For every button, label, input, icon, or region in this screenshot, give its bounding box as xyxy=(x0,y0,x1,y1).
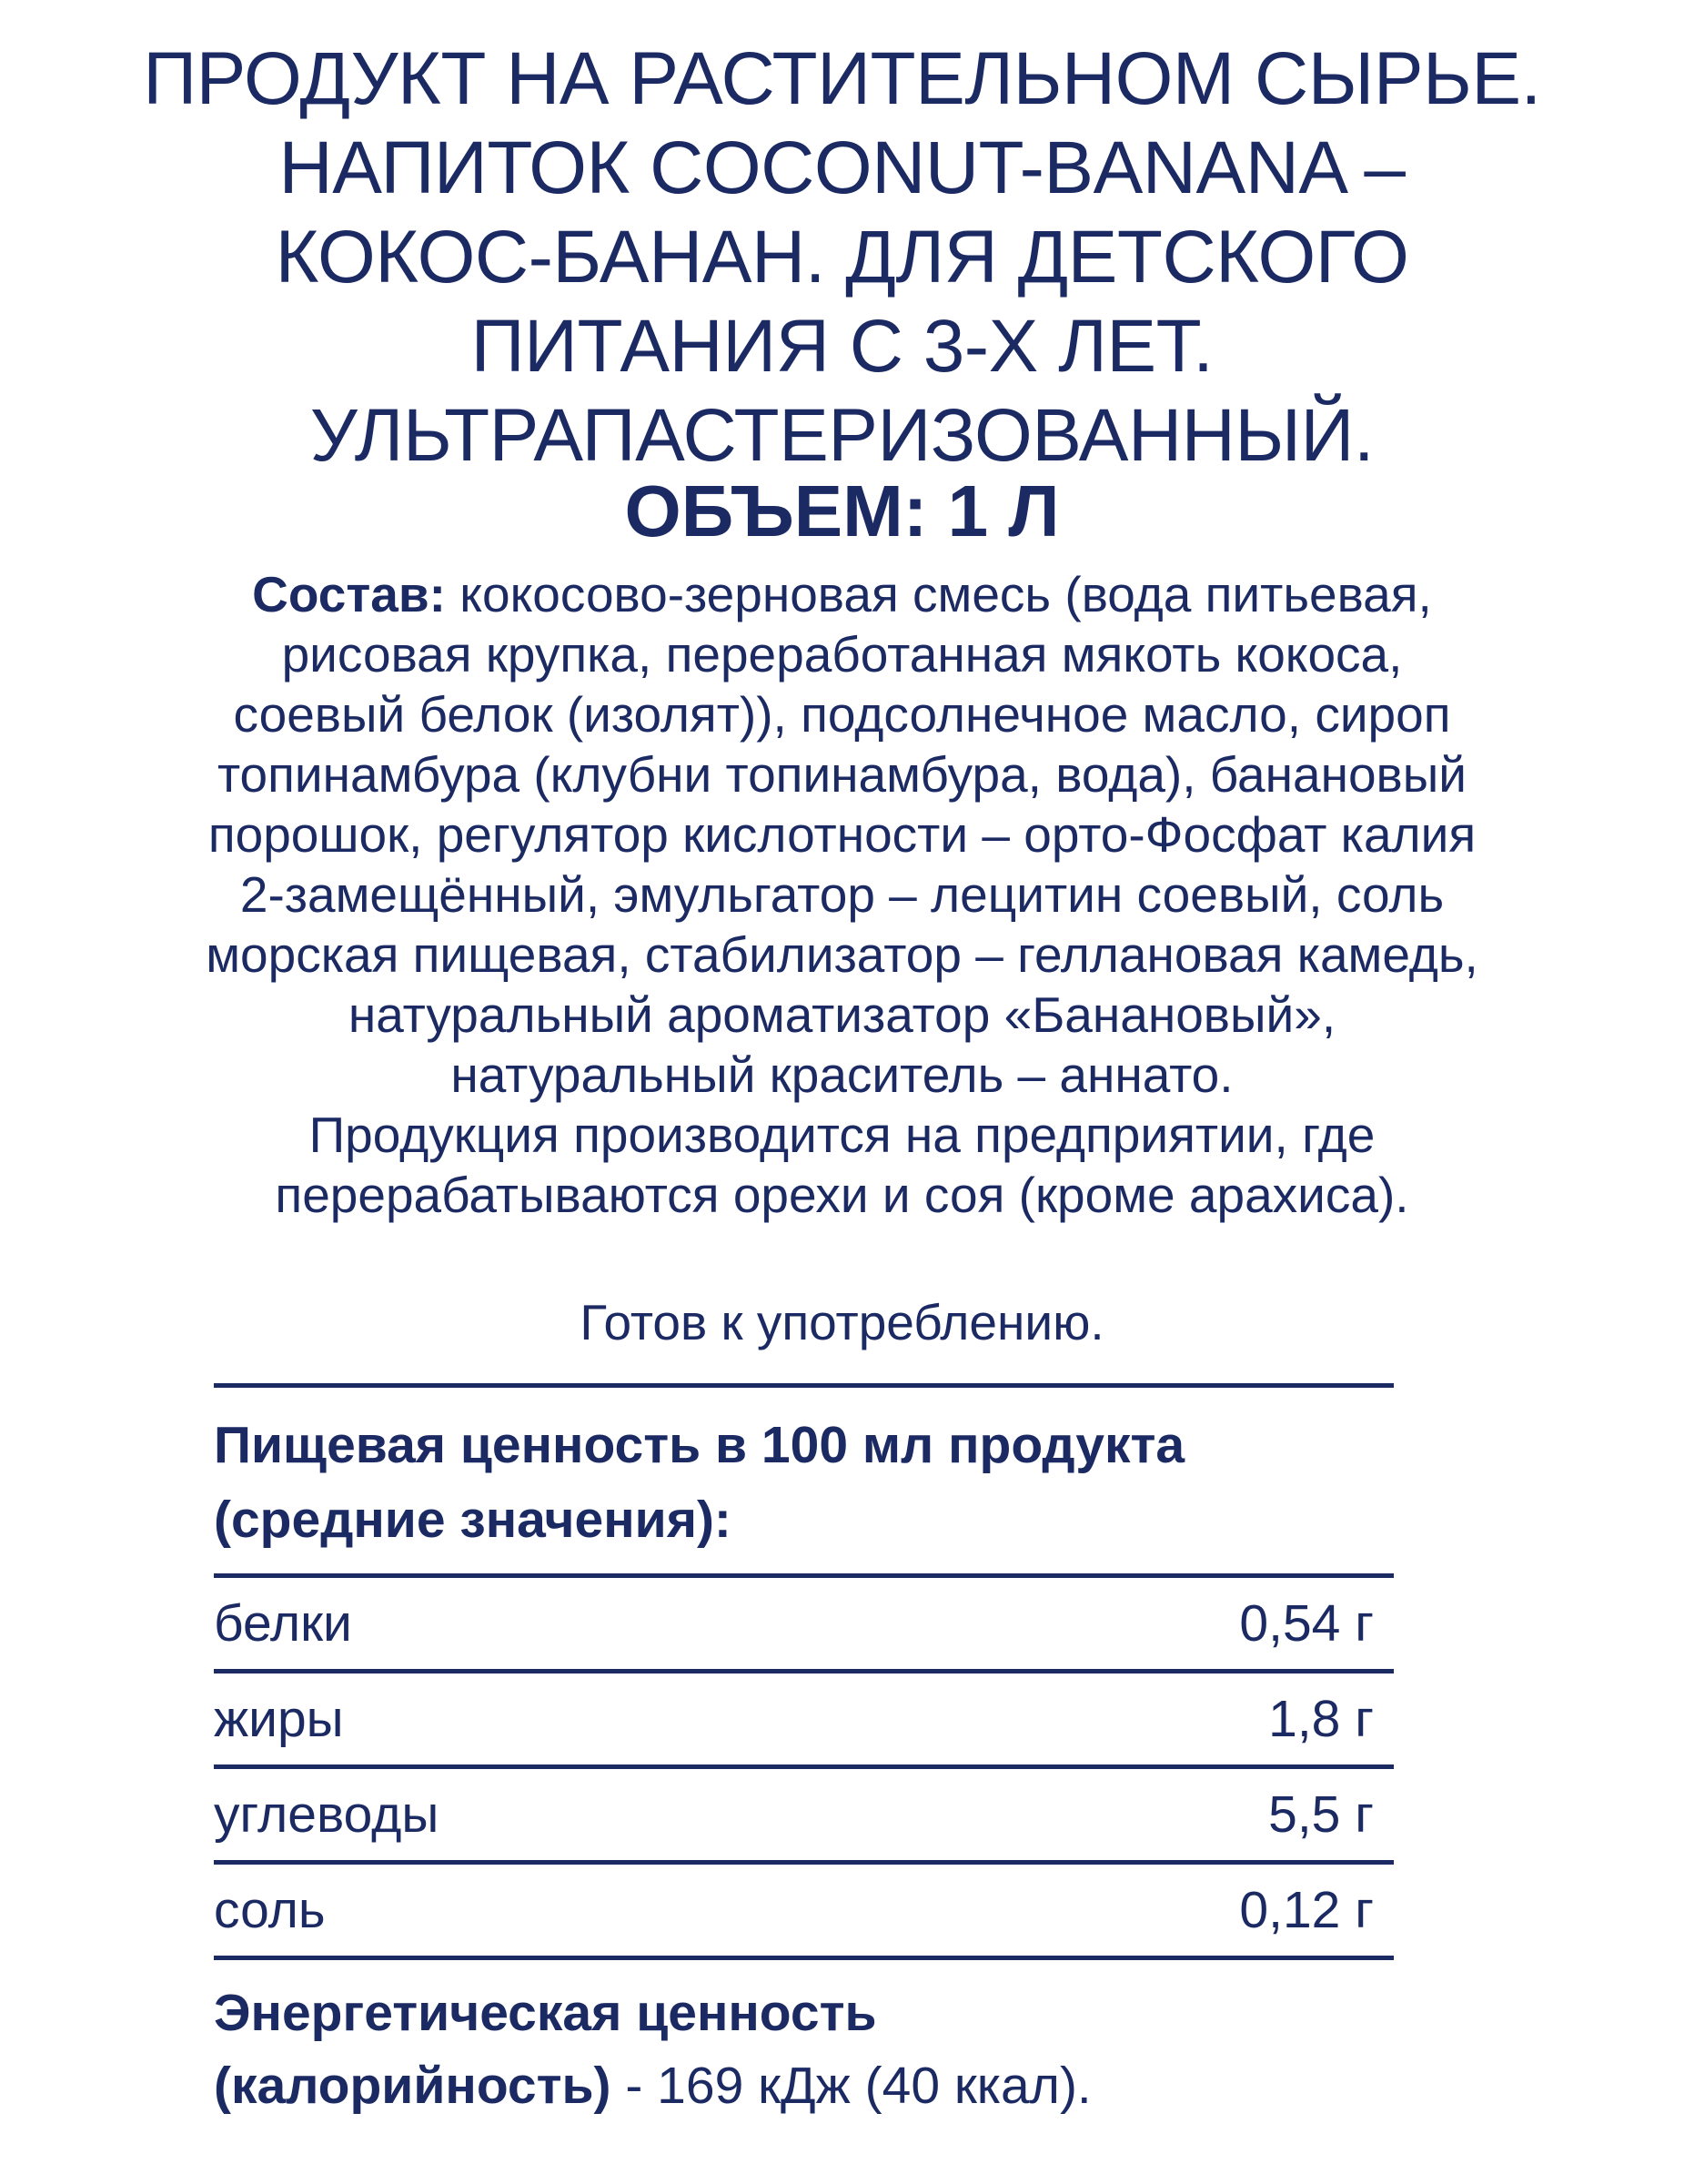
product-title xyxy=(0,35,1684,480)
energy-line-2 xyxy=(214,2049,1394,2122)
nutrition-row-protein xyxy=(214,1578,1394,1673)
nutrient-name: соль xyxy=(214,1881,326,1939)
nutrition-title-line-1: Пищевая ценность в 100 мл продукта xyxy=(214,1416,1185,1474)
production-note-line: Продукция производится на предприятии, где xyxy=(308,1107,1376,1163)
composition-line: порошок, регулятор кислотности – орто-Фосфат калия xyxy=(207,806,1477,863)
nutrient-value: 0,54 г xyxy=(1239,1594,1374,1653)
nutrient-name: углеводы xyxy=(214,1785,439,1844)
ready-to-use-note: Готов к употреблению. xyxy=(580,1294,1104,1350)
nutrient-value: 1,8 г xyxy=(1268,1690,1374,1748)
nutrient-value: 0,12 г xyxy=(1239,1881,1374,1939)
nutrition-title-line-2: (средние значения): xyxy=(214,1491,731,1549)
nutrition-title xyxy=(214,1388,1394,1578)
nutrient-name: белки xyxy=(214,1594,352,1653)
composition-line: 2-замещённый, эмульгатор – лецитин соевый, соль xyxy=(239,866,1445,923)
composition-line: соевый белок (изолят)), подсолнечное масло, сироп xyxy=(233,686,1451,743)
composition-line: топинамбура (клубни топинамбура, вода), банановый xyxy=(217,746,1467,803)
nutrition-table xyxy=(214,1383,1394,2122)
composition-block xyxy=(0,564,1684,1225)
energy-amount: - 169 кДж (40 ккал). xyxy=(610,2057,1092,2115)
title-line-4: ПИТАНИЯ С 3-Х ЛЕТ. xyxy=(470,305,1214,388)
composition-line: натуральный ароматизатор «Банановый», xyxy=(348,986,1336,1043)
composition-line: рисовая крупка, переработанная мякоть кокоса, xyxy=(281,626,1403,682)
energy-label: Энергетическая ценность xyxy=(214,1984,877,2042)
calorie-label: (калорийность) xyxy=(214,2057,611,2115)
composition-label: Состав: xyxy=(252,566,447,622)
title-line-5: УЛЬТРАПАСТЕРИЗОВАННЫЙ. xyxy=(309,394,1375,477)
composition-line-1 xyxy=(0,564,1684,624)
title-line-2: НАПИТОК COCONUT-BANANA – xyxy=(278,126,1406,209)
title-line-3: КОКОС-БАНАН. ДЛЯ ДЕТСКОГО xyxy=(275,216,1409,298)
nutrition-row-carbs xyxy=(214,1769,1394,1865)
composition-first-line: кокосово-зерновая смесь (вода питьевая, xyxy=(446,566,1432,622)
nutrition-row-fat xyxy=(214,1673,1394,1769)
volume-label: ОБЪЕМ: 1 Л xyxy=(624,470,1060,551)
energy-value-block xyxy=(214,1960,1394,2122)
composition-line: натуральный краситель – аннато. xyxy=(450,1046,1234,1103)
nutrient-name: жиры xyxy=(214,1690,344,1748)
composition-line: морская пищевая, стабилизатор – геллановая камедь, xyxy=(206,926,1478,983)
production-note-line: перерабатываются орехи и соя (кроме арахиса). xyxy=(275,1167,1409,1223)
energy-line-1 xyxy=(214,1977,1394,2049)
title-line-1: ПРОДУКТ НА РАСТИТЕЛЬНОМ СЫРЬЕ. xyxy=(143,37,1541,120)
nutrient-value: 5,5 г xyxy=(1268,1785,1374,1844)
nutrition-row-salt xyxy=(214,1865,1394,1960)
